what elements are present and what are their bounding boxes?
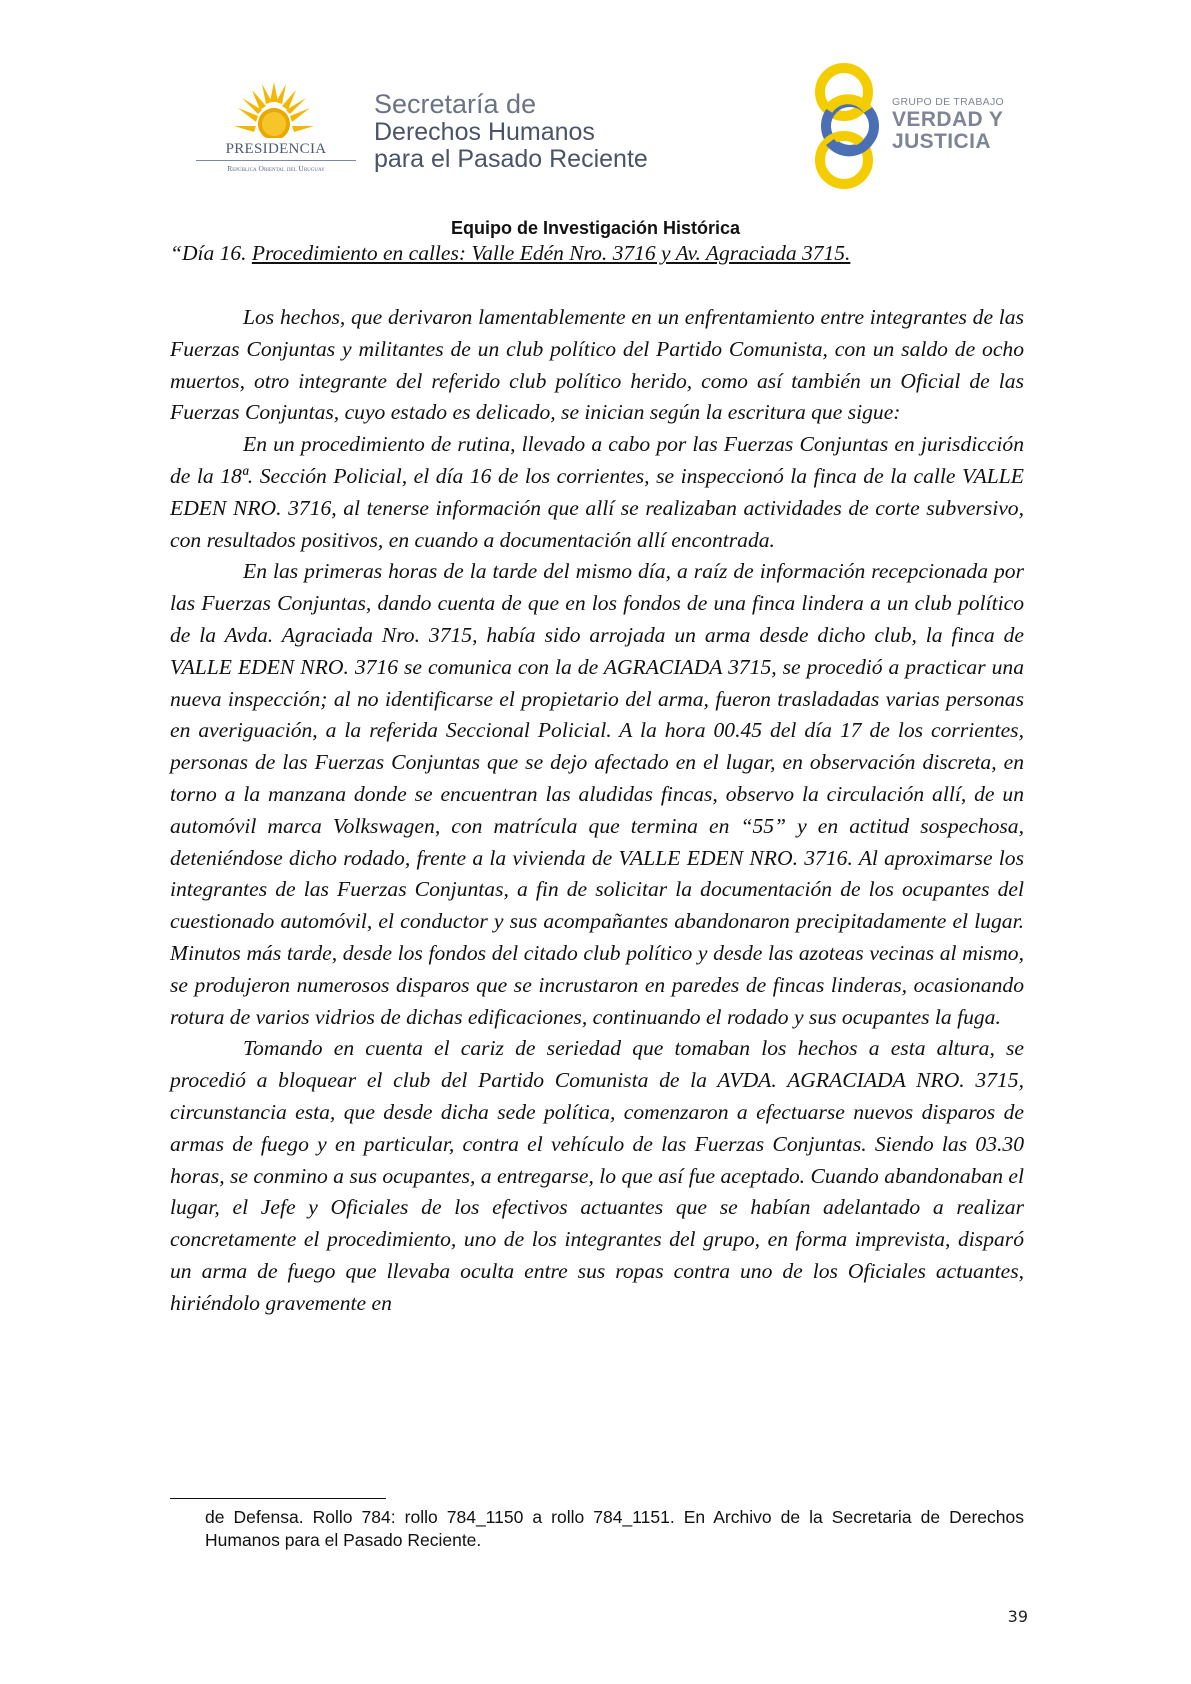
sun-emblem-icon — [234, 80, 314, 150]
heading-prefix: “Día 16. — [170, 241, 252, 265]
vyj-line-2: VERDAD Y — [892, 108, 1004, 131]
verdad-justicia-logo — [808, 62, 1018, 190]
paragraph: En un procedimiento de rutina, llevado a cabo por las Fuerzas Conjuntas en jurisdicción de la 18ª. Sección Policial, el día 16 de los corrientes, se inspeccionó la finca de la calle VALLE EDEN NRO. 3716, al tenerse información que allí se realizaban actividades de corte subversivo, con resultados positivos, en cuando a documentación allí encontrada. — [170, 432, 1024, 552]
presidencia-divider — [196, 160, 356, 161]
heading-underlined: Procedimiento en calles: Valle Edén Nro. 3716 y Av. Agraciada 3715. — [251, 241, 851, 265]
page-number: 39 — [1007, 1607, 1028, 1626]
paragraph: Tomando en cuenta el cariz de seriedad que tomaban los hechos a esta altura, se procedió a bloquear el club del Partido Comunista de la AVDA. AGRACIADA NRO. 3715, circunstancia esta, que desde dicha sede política, comenzaron a efectuarse nuevos disparos de armas de fuego y en particular, contra el vehículo de las Fuerzas Conjuntas. Siendo las 03.30 horas, se conmino a sus ocupantes, a entregarse, lo que así fue aceptado. Cuando abandonaban el lugar, el Jefe y Oficiales de los efectivos actuantes que se habían adelantado a realizar concretamente el procedimiento, uno de los integrantes del grupo, en forma imprevista, disparó un arma de fuego que llevaba oculta entre sus ropas contra uno de los Oficiales actuantes, hiriéndolo gravemente en — [170, 1036, 1024, 1315]
team-title: Equipo de Investigación Histórica — [450, 218, 741, 238]
verdad-justicia-text — [892, 96, 1004, 153]
secretaria-line-3: para el Pasado Reciente — [374, 145, 648, 173]
vyj-line-1: GRUPO DE TRABAJO — [892, 96, 1004, 108]
vyj-line-3: JUSTICIA — [892, 130, 991, 153]
paragraph: Los hechos, que derivaron lamentablemente en un enfrentamiento entre integrantes de las Fuerzas Conjuntas y militantes de un club político del Partido Comunista, con un saldo de ocho muertos, otro integrante del referido club político herido, como así también un Oficial de las Fuerzas Conjuntas, cuyo estado es delicado, se inician según la escritura que sigue: — [170, 305, 1024, 425]
interlinked-rings-icon — [808, 62, 886, 190]
secretaria-logo-text — [374, 90, 648, 173]
section-heading — [170, 241, 850, 266]
presidencia-subtitle: República Oriental del Uruguay — [227, 164, 325, 173]
page-header — [0, 0, 1191, 215]
presidencia-name: PRESIDENCIA — [225, 141, 327, 157]
secretaria-line-2: Derechos Humanos — [374, 118, 595, 146]
body-text — [170, 302, 1024, 1320]
secretaria-line-1: Secretaría de — [374, 89, 537, 119]
footnote-separator — [170, 1498, 386, 1499]
presidencia-logo — [196, 78, 356, 188]
footnote: de Defensa. Rollo 784: rollo 784_1150 a rollo 784_1151. En Archivo de la Secretaria de Derechos Humanos para el Pasado Reciente. — [205, 1507, 1024, 1550]
paragraph: En las primeras horas de la tarde del mismo día, a raíz de información recepcionada por las Fuerzas Conjuntas, dando cuenta de que en los fondos de una finca lindera a un club político de la Avda. Agraciada Nro. 3715, había sido arrojada un arma desde dicho club, la finca de VALLE EDEN NRO. 3716 se comunica con la de AGRACIADA 3715, se procedió a practicar una nueva inspección; al no identificarse el propietario del arma, fueron trasladadas varias personas en averiguación, a la referida Seccional Policial. A la hora 00.45 del día 17 de los corrientes, personas de las Fuerzas Conjuntas que se dejo afectado en el lugar, en observación discreta, en torno a la manzana donde se encuentran las aludidas fincas, observo la circulación allí, de un automóvil marca Volkswagen, con matrícula que termina en “55” y en actitud sospechosa, deteniéndose dicho rodado, frente a la vivienda de VALLE EDEN NRO. 3716. Al aproximarse los integrantes de las Fuerzas Conjuntas, a fin de solicitar la documentación de los ocupantes del cuestionado automóvil, el conductor y sus acompañantes abandonaron precipitadamente el lugar. Minutos más tarde, desde los fondos del citado club político y desde las azoteas vecinas al mismo, se produjeron numerosos disparos que se incrustaron en paredes de fincas linderas, ocasionando rotura de varios vidrios de dichas edificaciones, continuando el rodado y sus ocupantes la fuga. — [170, 559, 1024, 1029]
